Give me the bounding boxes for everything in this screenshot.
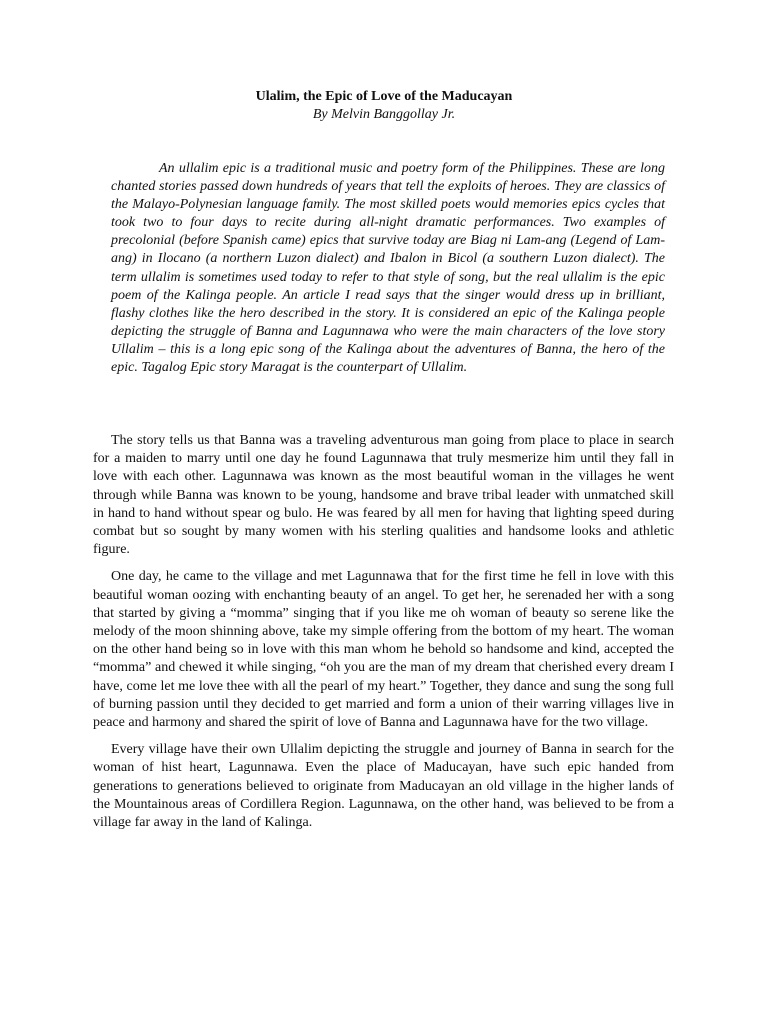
intro-paragraph: An ullalim epic is a traditional music and poetry form of the Philippines. These are long chanted stories passed down hundreds of years that tell the exploits of heroes. They are classics of the Malayo-Polynesian language family. The most skilled poets would memories epics cycles that took two to four days to recite during all-night dramatic performances. Two examples of precolonial (before Spanish came) epics that survive today are Biag ni Lam-ang (Legend of Lam-ang) in Ilocano (a northern Luzon dialect) and Ibalon in Bicol (a southern Luzon dialect). The term ullalim is sometimes used today to refer to that style of song, but the real ullalim is the epic poem of the Kalinga people. An article I read says that the singer would dress up in brilliant, flashy clothes like the hero described in the story. It is considered an epic of the Kalinga people depicting the struggle of Banna and Lagunnawa who were the main characters of the love story Ullalim – this is a long epic song of the Kalinga about the adventures of Banna, the hero of the epic. Tagalog Epic story Maragat is the counterpart of Ullalim. (111, 161, 665, 376)
document-byline: By Melvin Banggollay Jr. (312, 107, 456, 122)
document-title: Ulalim, the Epic of Love of the Maducayan (255, 89, 513, 104)
body-paragraph-2: One day, he came to the village and met Lagunnawa that for the first time he fell in love with this beautiful woman oozing with enchanting beauty of an angel. To get her, he serenaded her with a song that started by giving a “momma” singing that if you like me oh woman of beauty so serene like the melody of the moon shinning above, take my simple offering from the bottom of my heart. The woman on the other hand being so in love with this man whom he behold so handsome and kind, accepted the “momma” and chewed it while singing, “oh you are the man of my dream that cherished every dream I have, come let me love thee with all the pearl of my heart.” Together, they dance and sung the song full of burning passion until they decided to get married and form a union of their warring villages live in peace and harmony and shared the spirit of love of Banna and Lagunnawa have for the two village. (93, 569, 674, 731)
body-paragraph-3: Every village have their own Ullalim depicting the struggle and journey of Banna in search for the woman of hist heart, Lagunnawa. Even the place of Maducayan, have such epic handed from generations to generations believed to originate from Maducayan an old village in the higher lands of the Mountainous areas of Cordillera Region. Lagunnawa, on the other hand, was believed to be from a village far away in the land of Kalinga. (93, 742, 674, 831)
body-text (93, 432, 674, 841)
body-paragraph-1: The story tells us that Banna was a traveling adventurous man going from place to place in search for a maiden to marry until one day he found Lagunnawa that truly mesmerize him until they fall in love with each other. Lagunnawa was known as the most beautiful woman in the villages he went through while Banna was known to be young, handsome and brave tribal leader with unmatched skill in hand to hand without spear og bulo. He was feared by all men for having that lighting speed during combat but so sought by many women with his sterling qualities and handsome looks and athletic figure. (93, 433, 674, 558)
